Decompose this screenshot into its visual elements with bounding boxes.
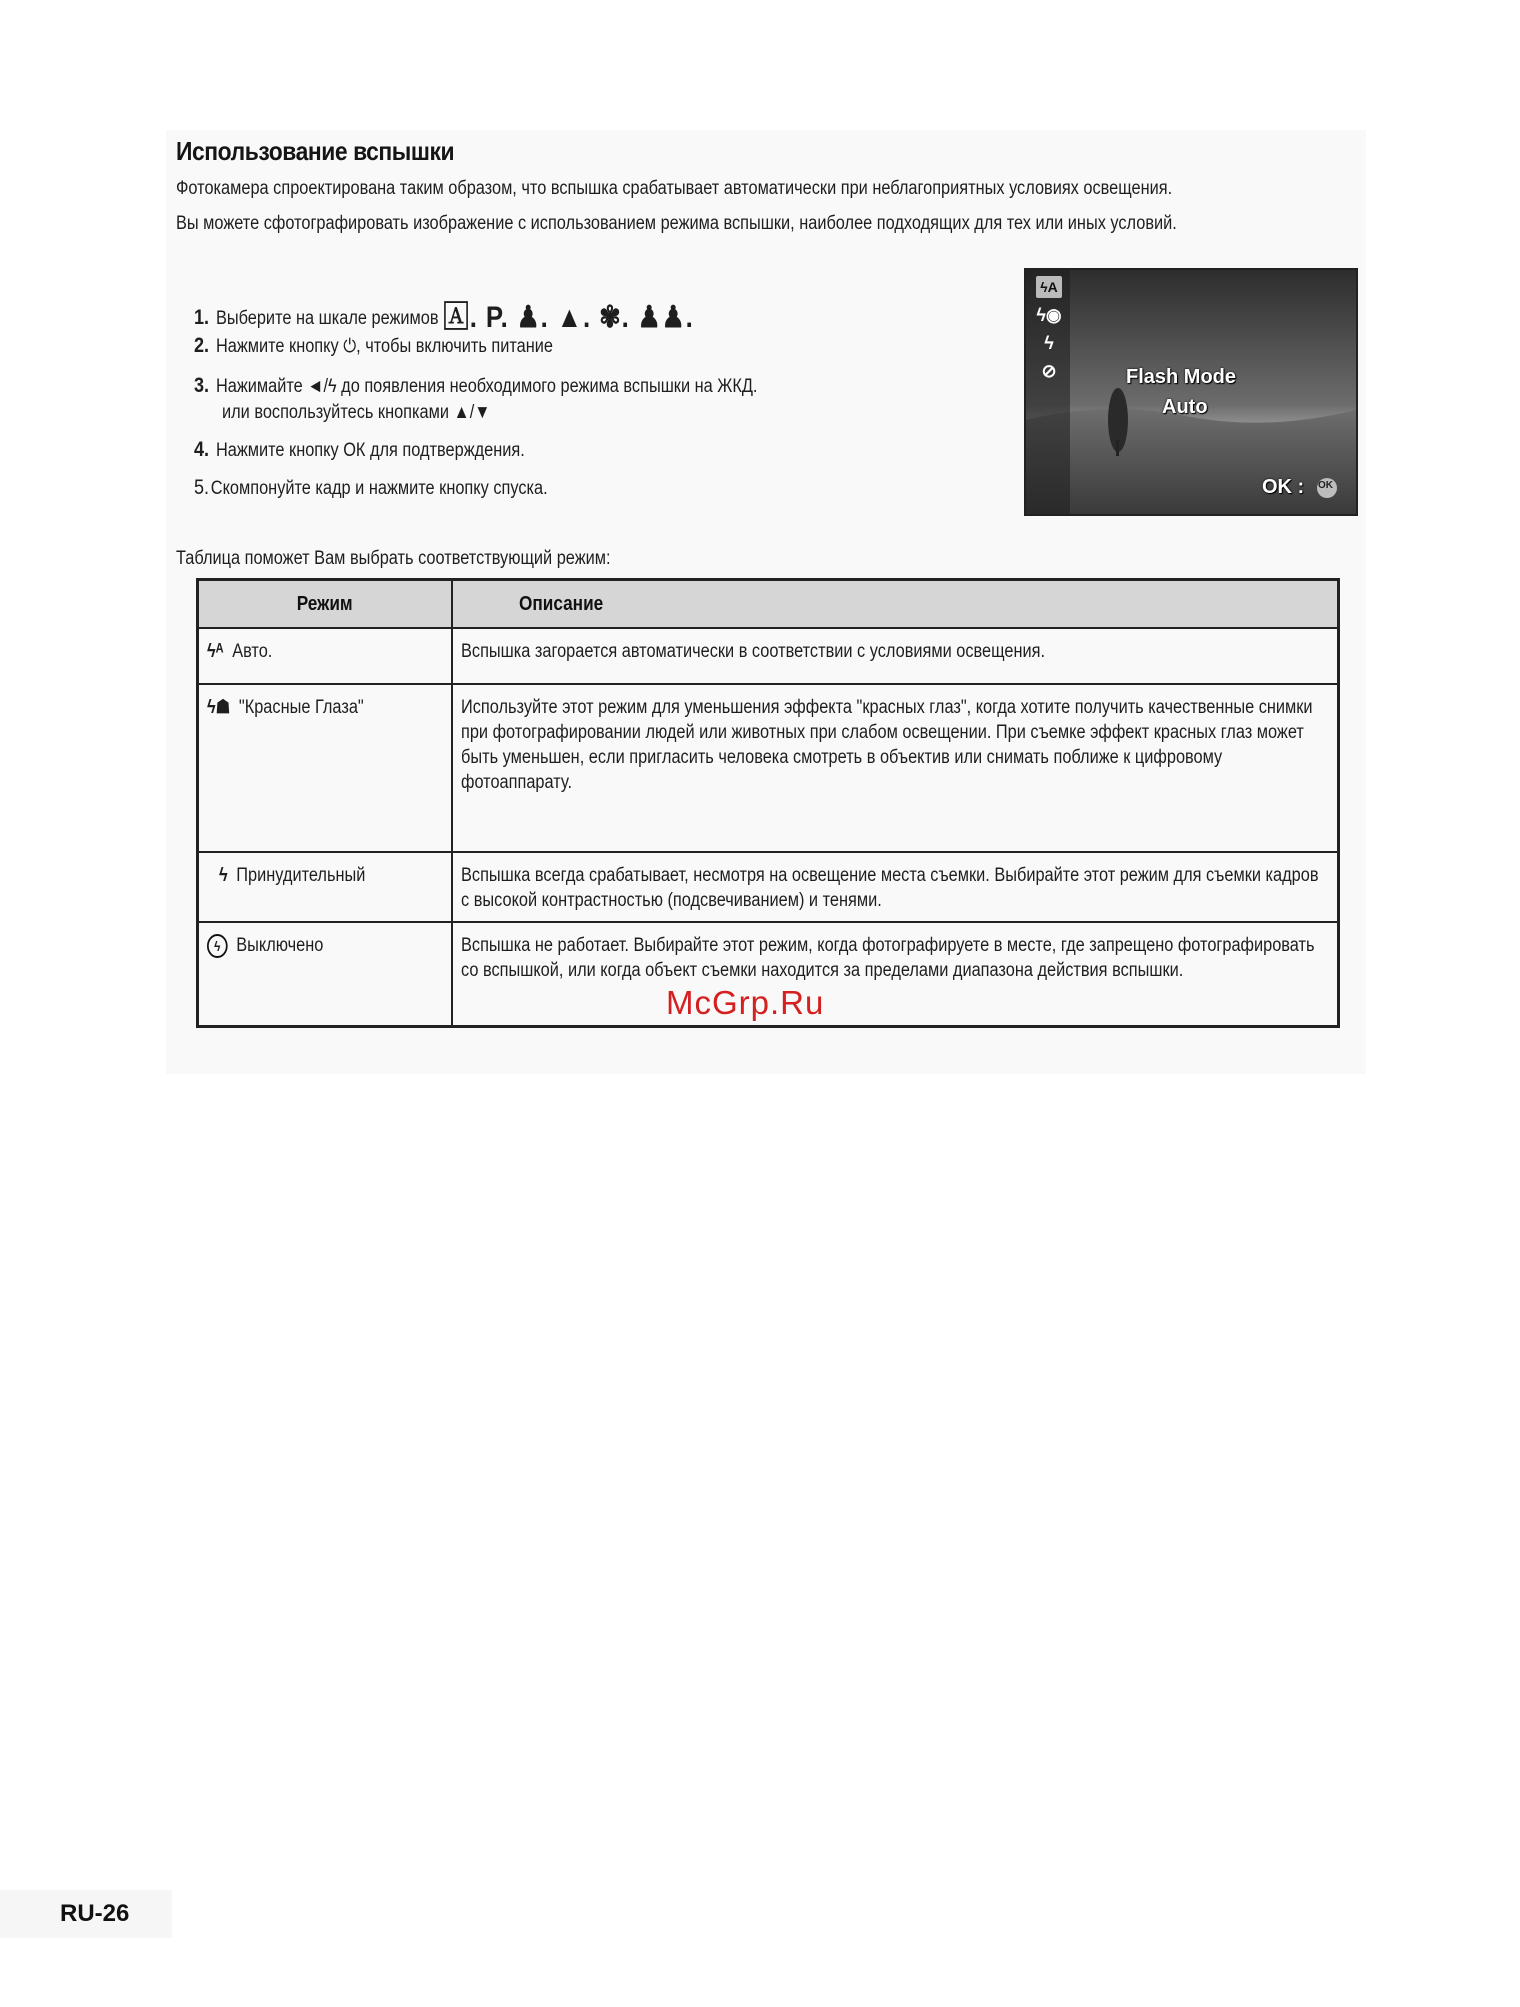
step-3 — [194, 374, 757, 398]
ok-button-icon: OK — [1318, 480, 1333, 491]
description-cell: Вспышка загорается автоматически в соответствии с условиями освещения. — [452, 628, 1339, 684]
flash-forced-icon: ϟ — [219, 865, 228, 886]
page-number-box — [0, 1890, 172, 1938]
step-text: Нажимайте ◄/ϟ до появления необходимого режима вспышки на ЖКД. — [215, 376, 758, 397]
step-number: 5. — [194, 476, 210, 499]
flash-off-icon: ϟ — [207, 934, 228, 958]
step-4 — [194, 438, 525, 462]
description-cell: Вспышка не работает. Выбирайте этот режим, когда фотографируете в месте, где запрещено фотографировать со вспышкой, или когда объект съемки находится за пределами диапазона действия вспышки. — [452, 922, 1339, 1026]
step-number: 1. — [194, 306, 210, 329]
flash-auto-icon: ϟᴬ — [207, 641, 224, 662]
step-text: Нажмите кнопку ОК для подтверждения. — [215, 440, 525, 461]
flash-redeye-icon: ϟ◉ — [1036, 305, 1062, 325]
flash-modes-table — [196, 578, 1340, 1028]
header-mode: Режим — [198, 580, 453, 629]
lcd-landscape-photo — [1026, 270, 1356, 514]
step-text: или воспользуйтесь кнопками ▲/▼ — [222, 402, 491, 423]
lcd-screen-image — [1024, 268, 1358, 516]
step-number: 4. — [194, 438, 210, 461]
section-title: Использование вспышки — [176, 136, 455, 166]
mode-cell — [198, 922, 453, 1026]
page-number: RU-26 — [60, 1900, 130, 1927]
step-text: Выберите на шкале режимов — [215, 308, 439, 329]
mode-name: "Красные Глаза" — [238, 697, 364, 718]
mode-cell — [198, 628, 453, 684]
flash-forced-icon: ϟ — [1044, 333, 1054, 353]
mode-name: Авто. — [232, 641, 273, 662]
table-row — [198, 628, 1339, 684]
header-description: Описание — [452, 580, 1339, 629]
step-text: Скомпонуйте кадр и нажмите кнопку спуска. — [210, 478, 548, 499]
table-row — [198, 852, 1339, 922]
mode-cell — [198, 684, 453, 852]
flash-redeye-icon: ϟ☗ — [207, 697, 231, 718]
step-1 — [194, 292, 694, 336]
lcd-ok-label: OK : — [1262, 476, 1305, 498]
description-cell: Используйте этот режим для уменьшения эффекта "красных глаз", когда хотите получить качественные снимки при фотографировании людей или животных при слабом освещении. При съемке эффект красных глаз может быть уменьшен, если пригласить человека смотреть в объектив или снимать поближе к цифровому фотоаппарату. — [452, 684, 1339, 852]
table-row — [198, 684, 1339, 852]
intro-line-2: Вы можете сфотографировать изображение с использованием режима вспышки, наиболее подходящих для тех или иных условий. — [176, 213, 1177, 234]
flash-auto-icon: ϟA — [1036, 276, 1062, 298]
table-header-row — [198, 580, 1339, 629]
flash-off-icon: ⊘ — [1041, 361, 1057, 381]
step-number: 2. — [194, 334, 210, 357]
mode-name: Принудительный — [236, 865, 366, 886]
mode-dial-icons: 🄰. P. ♟. ▲. ✾. ♟♟. — [443, 301, 694, 334]
description-cell: Вспышка всегда срабатывает, несмотря на освещение места съемки. Выбирайте этот режим для съемки кадров с высокой контрастностью (подсвечиванием) и тенями. — [452, 852, 1339, 922]
step-text: Нажмите кнопку ⏻, чтобы включить питание — [215, 336, 553, 357]
intro-line-1: Фотокамера спроектирована таким образом, что вспышка срабатывает автоматически при неблагоприятных условиях освещения. — [176, 178, 1173, 199]
lcd-flash-mode-label: Flash Mode — [1126, 366, 1237, 388]
mode-cell — [198, 852, 453, 922]
step-2 — [194, 334, 553, 358]
table-caption: Таблица поможет Вам выбрать соответствующий режим: — [176, 548, 611, 569]
watermark: McGrp.Ru — [666, 984, 825, 1021]
step-5 — [194, 476, 548, 500]
step-3-continued — [222, 402, 490, 424]
step-number: 3. — [194, 374, 210, 397]
lcd-flash-mode-value: Auto — [1162, 396, 1208, 418]
mode-name: Выключено — [236, 935, 324, 956]
